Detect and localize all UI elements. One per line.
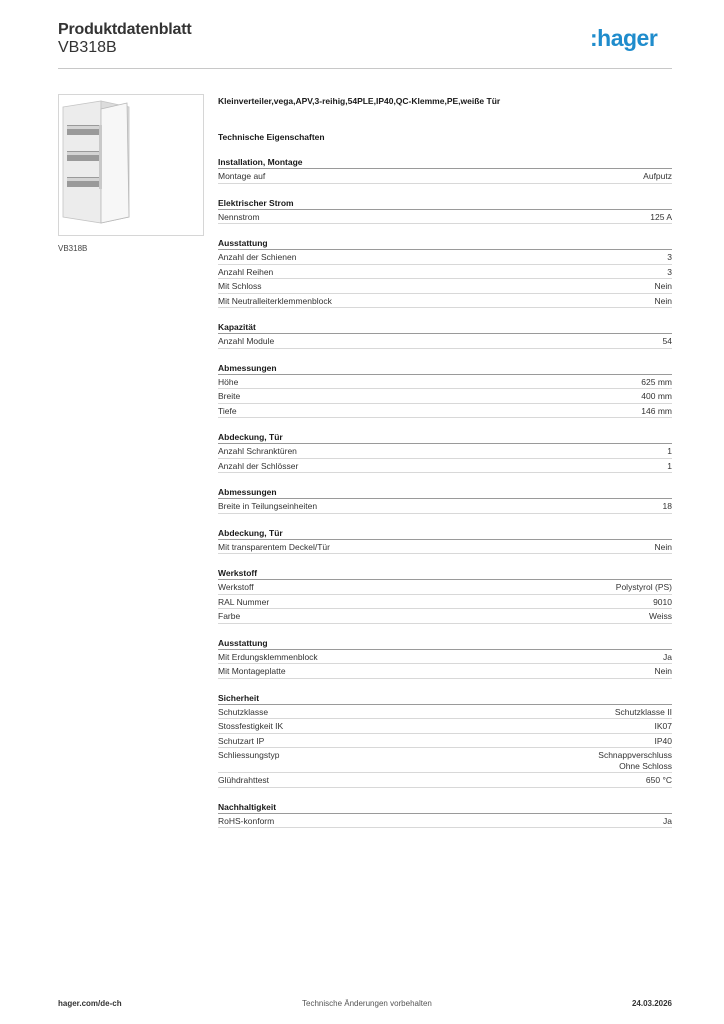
property-value: Polystyrol (PS) <box>615 582 672 592</box>
property-row <box>218 334 672 349</box>
section-title: Kapazität <box>218 321 672 334</box>
property-value: Nein <box>654 666 672 676</box>
property-row <box>218 664 672 679</box>
property-label: Anzahl der Schienen <box>218 252 297 262</box>
property-row <box>218 459 672 474</box>
document-subtitle: VB318B <box>58 39 117 56</box>
property-value: 54 <box>662 336 672 346</box>
content <box>218 95 672 828</box>
property-value: Schutzklasse II <box>614 706 672 717</box>
product-description: Kleinverteiler,vega,APV,3-reihig,54PLE,IP40,QC-Klemme,PE,weiße Tür <box>218 96 501 106</box>
property-row <box>218 279 672 294</box>
property-value: Weiss <box>649 611 672 621</box>
property-label: Stossfestigkeit IK <box>218 721 284 731</box>
property-row <box>218 540 672 555</box>
property-label: Montage auf <box>218 171 266 181</box>
property-label: Glühdrahttest <box>218 775 270 785</box>
footer-website: hager.com/de-ch <box>58 999 122 1008</box>
property-value: IK07 <box>654 721 672 731</box>
property-row <box>218 814 672 829</box>
property-label: Nennstrom <box>218 211 260 222</box>
document-title: Produktdatenblatt <box>58 21 192 38</box>
property-section <box>218 197 672 225</box>
property-value: IP40 <box>654 735 672 746</box>
property-label: Breite in Teilungseinheiten <box>218 501 318 511</box>
property-label: Anzahl Module <box>218 336 275 346</box>
property-label: Anzahl der Schlösser <box>218 460 299 471</box>
property-value: Ja <box>663 651 672 662</box>
property-sections <box>218 156 672 828</box>
property-row <box>218 580 672 595</box>
property-section <box>218 237 672 308</box>
property-label: Schutzklasse <box>218 706 269 717</box>
property-section <box>218 486 672 514</box>
property-label: Höhe <box>218 376 239 387</box>
property-value: Nein <box>654 281 672 291</box>
property-label: Mit Schloss <box>218 281 262 291</box>
property-section <box>218 567 672 624</box>
section-title: Abdeckung, Tür <box>218 527 672 540</box>
property-section <box>218 431 672 473</box>
property-row <box>218 595 672 610</box>
property-row <box>218 210 672 225</box>
property-value: 18 <box>662 501 672 511</box>
section-title: Ausstattung <box>218 237 672 250</box>
property-row <box>218 734 672 749</box>
property-row <box>218 499 672 514</box>
property-row <box>218 169 672 184</box>
section-title: Ausstattung <box>218 637 672 650</box>
property-value: 3 <box>667 252 672 262</box>
hager-logo <box>590 27 657 50</box>
property-value: 1 <box>667 446 672 456</box>
property-row <box>218 265 672 280</box>
logo-colon: : <box>590 25 598 51</box>
property-value: 625 mm <box>641 376 672 387</box>
section-title: Elektrischer Strom <box>218 197 672 210</box>
property-section <box>218 637 672 679</box>
property-row <box>218 650 672 665</box>
section-title: Abdeckung, Tür <box>218 431 672 444</box>
property-section <box>218 801 672 829</box>
property-value: 3 <box>667 266 672 277</box>
logo-text: hager <box>597 25 658 51</box>
property-value: Nein <box>654 295 672 306</box>
footer-date: 24.03.2026 <box>631 999 672 1008</box>
property-label: RoHS-konform <box>218 815 275 826</box>
property-value: Aufputz <box>643 171 672 181</box>
property-value: 400 mm <box>641 391 672 401</box>
property-label: Werkstoff <box>218 582 254 592</box>
property-label: Mit transparentem Deckel/Tür <box>218 541 330 552</box>
property-row <box>218 719 672 734</box>
section-title: Abmessungen <box>218 486 672 499</box>
distribution-board-image <box>59 95 203 235</box>
property-section <box>218 321 672 349</box>
section-title: Werkstoff <box>218 567 672 580</box>
section-title: Nachhaltigkeit <box>218 801 672 814</box>
property-label: Tiefe <box>218 405 237 416</box>
property-section <box>218 527 672 555</box>
section-title: Installation, Montage <box>218 156 672 169</box>
property-row <box>218 294 672 309</box>
property-section <box>218 156 672 184</box>
property-label: Farbe <box>218 611 241 621</box>
property-label: Anzahl Schranktüren <box>218 446 297 456</box>
property-row <box>218 250 672 265</box>
property-label: Mit Erdungsklemmenblock <box>218 651 318 662</box>
property-row <box>218 705 672 720</box>
property-value: Ja <box>663 815 672 826</box>
property-label: Mit Neutralleiterklemmenblock <box>218 295 332 306</box>
property-value: 650 °C <box>645 775 672 785</box>
property-row <box>218 773 672 788</box>
property-label: Anzahl Reihen <box>218 266 274 277</box>
footer-notice: Technische Änderungen vorbehalten <box>302 999 432 1008</box>
property-section <box>218 692 672 788</box>
property-section <box>218 362 672 419</box>
property-row <box>218 609 672 624</box>
header-divider <box>58 68 672 69</box>
property-value: 1 <box>667 460 672 471</box>
section-title: Sicherheit <box>218 692 672 705</box>
technical-properties-heading: Technische Eigenschaften <box>218 132 325 142</box>
property-row <box>218 748 672 773</box>
property-row <box>218 375 672 390</box>
property-label: Schliessungstyp <box>218 750 280 760</box>
property-value: Nein <box>654 541 672 552</box>
product-image <box>58 94 204 236</box>
property-value: Schnappverschluss Ohne Schloss <box>598 750 672 771</box>
section-title: Abmessungen <box>218 362 672 375</box>
image-caption: VB318B <box>58 244 88 253</box>
property-value: 9010 <box>653 596 672 607</box>
property-row <box>218 404 672 419</box>
property-label: Schutzart IP <box>218 735 265 746</box>
property-label: Breite <box>218 391 241 401</box>
property-label: RAL Nummer <box>218 596 270 607</box>
property-value: 146 mm <box>641 405 672 416</box>
property-row <box>218 389 672 404</box>
property-label: Mit Montageplatte <box>218 666 286 676</box>
property-row <box>218 444 672 459</box>
property-value: 125 A <box>650 211 672 222</box>
